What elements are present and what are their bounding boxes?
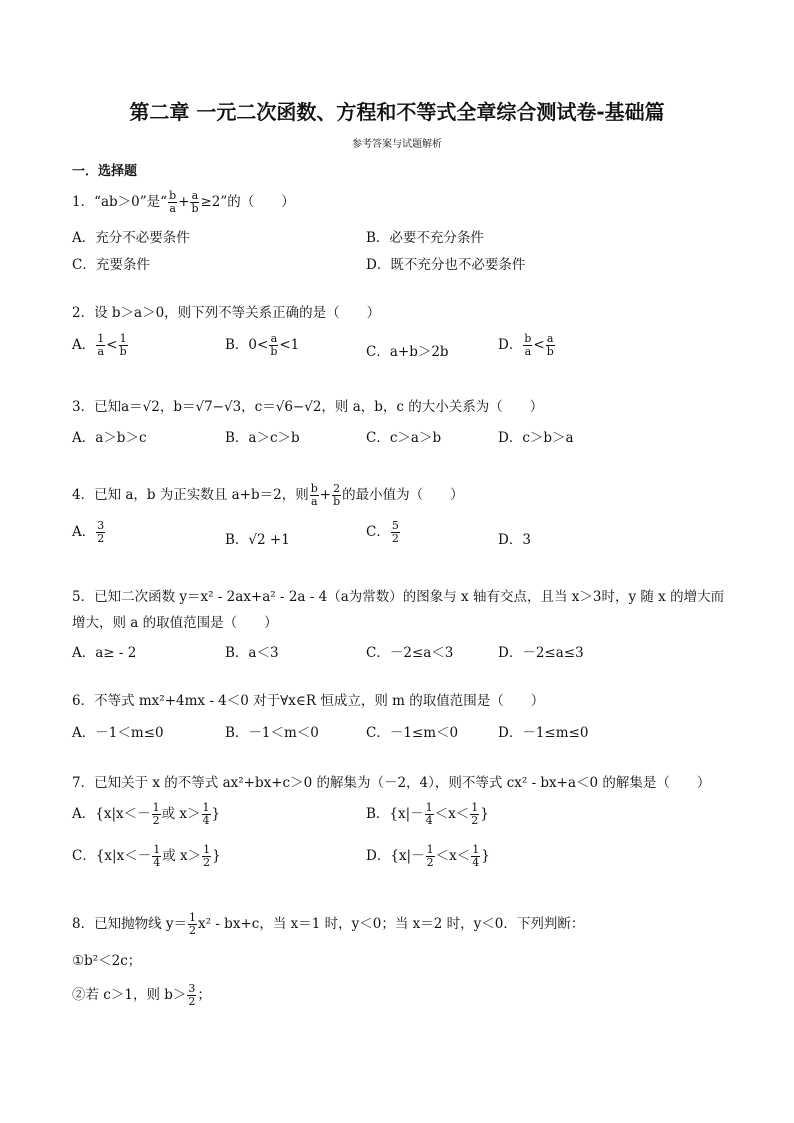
question-1-option-b: B．必要不充分条件 [366,230,484,246]
question-4-option-b: B．√2 +1 [225,532,290,548]
question-6-option-c: C．－1≤m＜0 [366,725,459,741]
question-6-option-a: A．－1＜m≤0 [72,725,164,741]
question-2-option-b: B．0< $\frac{a}{b}$ <1 [225,332,300,358]
question-1-stem: 1．“ab＞0”是“ $\frac{b}{a}$ + $\frac{a}{b}$ ≥2”的（ ） [72,189,295,215]
page-title: 第二章 一元二次函数、方程和不等式全章综合测试卷-基础篇 [129,100,665,124]
question-4-option-d: D．3 [498,532,531,548]
question-3-stem: 3．已知a＝√2，b＝√7−√3，c＝√6−√2，则 a，b，c 的大小关系为（ ） [72,399,544,415]
question-7-option-d: D．{x|－ $\frac{1}{2}$ ＜x＜ $\frac{1}{4}$ } [366,843,490,869]
question-6-option-b: B．－1＜m＜0 [225,725,319,741]
section-heading: 一．选择题 [72,164,138,179]
question-2-option-a: A． $\frac{1}{a}$ < $\frac{1}{b}$ [72,332,127,358]
question-3-option-a: A．a＞b＞c [72,430,147,446]
question-8-item-1: ①b²＜2c； [72,953,142,969]
question-1-option-d: D．既不充分也不必要条件 [366,257,526,273]
question-2-stem: 2．设 b＞a＞0，则下列不等关系正确的是（ ） [72,305,381,321]
question-2-option-d: D． $\frac{b}{a}$ < $\frac{a}{b}$ [498,332,554,358]
question-8-item-2: ②若 c＞1，则 b＞ $\frac{3}{2}$ ； [72,982,211,1008]
question-5-option-a: A．a≥ - 2 [72,645,137,661]
question-5-option-d: D．－2≤a≤3 [498,645,584,661]
question-5-line-2: 增大，则 a 的取值范围是（ ） [72,615,278,631]
question-1-option-a: A．充分不必要条件 [72,230,190,246]
question-3-option-d: D．c＞b＞a [498,430,574,446]
question-6-option-d: D．－1≤m≤0 [498,725,589,741]
question-5-line-1: 5．已知二次函数 y＝x² - 2ax+a² - 2a - 4（a为常数）的图象与 x 轴有交点，且当 x＞3时，y 随 x 的增大而 [72,589,725,605]
question-2-option-c: C．a+b＞2b [366,344,449,360]
question-7-stem: 7．已知关于 x 的不等式 ax²+bx+c＞0 的解集为（－2，4），则不等式 cx² - bx+a＜0 的解集是（ ） [72,775,711,791]
question-4-option-a: A． $\frac{3}{2}$ [72,519,105,545]
question-5-option-c: C．－2≤a＜3 [366,645,454,661]
question-5-option-b: B．a＜3 [225,645,279,661]
question-3-option-b: B．a＞c＞b [225,430,300,446]
page-subtitle: 参考答案与试题解析 [352,139,442,150]
question-4-option-c: C． $\frac{5}{2}$ [366,519,399,545]
question-1-option-c: C．充要条件 [72,257,150,273]
question-8-stem: 8．已知抛物线 y＝ $\frac{1}{2}$ x² - bx+c，当 x＝1 时，y＜0；当 x＝2 时，y＜0．下列判断： [72,911,585,937]
question-3-option-c: C．c＞a＞b [366,430,442,446]
question-7-option-a: A．{x|x＜－ $\frac{1}{2}$ 或 x＞ $\frac{1}{4}$ } [72,801,221,827]
question-6-stem: 6．不等式 mx²+4mx - 4＜0 对于∀x∈R 恒成立，则 m 的取值范围是（ ） [72,693,545,709]
question-7-option-b: B．{x|－ $\frac{1}{4}$ ＜x＜ $\frac{1}{2}$ } [366,801,489,827]
question-7-option-c: C．{x|x＜－ $\frac{1}{4}$ 或 x＞ $\frac{1}{2}$ } [72,843,221,869]
question-4-stem: 4．已知 a，b 为正实数且 a+b＝2，则 $\frac{b}{a}$ + $\frac{2}{b}$ 的最小值为（ ） [72,482,464,508]
